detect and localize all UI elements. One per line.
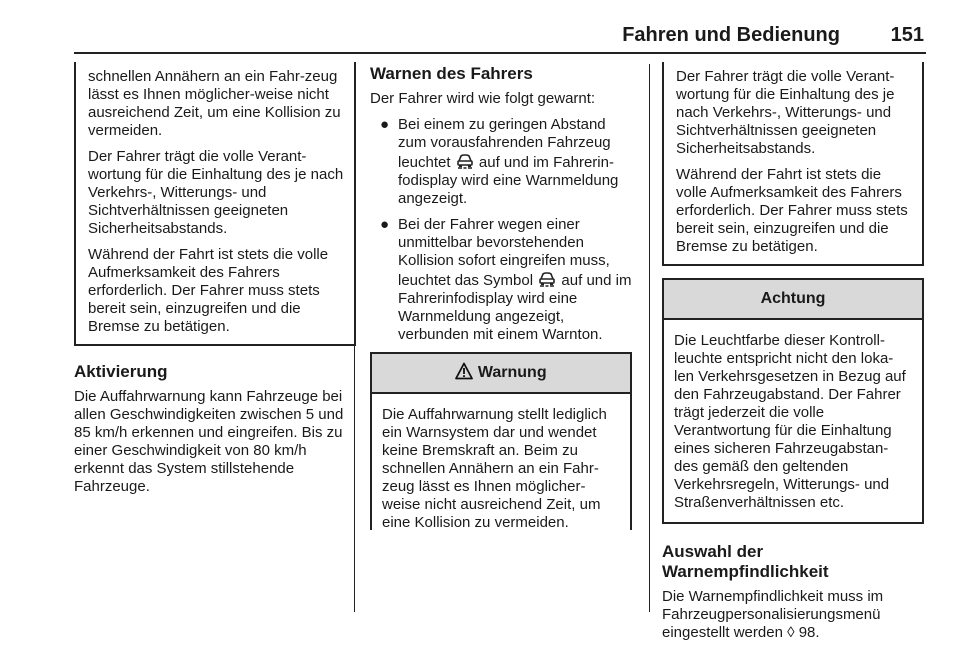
warning-triangle-icon <box>455 362 473 380</box>
page-number: 151 <box>890 24 924 46</box>
caution-box-body <box>664 320 922 522</box>
column-right <box>662 62 924 650</box>
page-header <box>74 18 926 54</box>
paragraph <box>662 588 924 642</box>
column-divider <box>649 64 650 612</box>
page-reference-link[interactable]: 98. <box>798 624 820 641</box>
warning-box-continuation <box>74 62 356 346</box>
paragraph: Die Auffahrwarnung stellt lediglich ein Warnsystem dar und wendet keine Bremskraft an. Beim zu schnellen Annähern an ein Fahr-zeug lässt es Ihnen möglicher-weise nicht ausreichend Zeit, um eine Kollision zu vermeiden. <box>382 406 607 531</box>
list-item <box>370 216 632 344</box>
paragraph: Der Fahrer trägt die volle Verant-wortung für die Einhaltung des je nach Verkehrs-, Witterungs- und Sichtverhältnissen geeigneten Sicherheitsabstands. <box>676 68 895 157</box>
warning-box <box>370 352 632 530</box>
caution-box-header: Achtung <box>664 280 922 320</box>
paragraph: Die Leuchtfarbe dieser Kontroll-leuchte entspricht nicht den loka-len Verkehrsgesetzen in Bezug auf den Fahrzeugabstand. Der Fahrer trägt jederzeit die volle Verantwortung für die Einhaltung eines sicheren Fahrzeugabstan-des gemäß den geltenden Verkehrsregeln, Witterungs- und Straßenverhältnissen etc. <box>674 332 906 511</box>
paragraph: Der Fahrer trägt die volle Verant-wortung für die Einhaltung des je nach Verkehrs-, Witterungs- und Sichtverhältnissen geeigneten Sicherheitsabstands. <box>88 148 344 237</box>
list-item-text: Bei einem zu geringen Abstand zum vorausfahrenden Fahrzeug leuchtet <box>398 116 611 171</box>
paragraph: Die Auffahrwarnung kann Fahrzeuge bei allen Geschwindigkeiten zwischen 5 und 85 km/h erkennen und eingreifen. Bis zu einer Geschwindigkeit von 80 km/h erkennt das System stillstehende Fahrzeuge. <box>74 388 344 495</box>
car-collision-icon <box>537 270 557 288</box>
list-item <box>370 116 632 208</box>
paragraph-text: Die Warnempfindlichkeit muss im Fahrzeugpersonalisierungsmenü eingestellt werden <box>662 588 884 641</box>
paragraph: Während der Fahrt ist stets die volle Aufmerksamkeit des Fahrers erforderlich. Der Fahrer muss stets bereit sein, einzugreifen und die Bremse zu betätigen. <box>676 166 908 255</box>
warning-box-header <box>372 354 630 394</box>
section-title: Fahren und Bedienung <box>622 24 840 46</box>
list-item-text: Bei der Fahrer wegen einer unmittelbar bevorstehenden Kollision sofort eingreifen muss, leuchtet das Symbol <box>398 216 610 289</box>
paragraph: Der Fahrer wird wie folgt gewarnt: <box>370 90 596 107</box>
paragraph: schnellen Annähern an ein Fahr-zeug lässt es Ihnen möglicher-weise nicht ausreichend Zeit, um eine Kollision zu vermeiden. <box>88 68 341 139</box>
list-item-text: auf und im Fahrerinfodisplay wird eine Warnmeldung angezeigt, verbunden mit einem Warnton. <box>398 272 632 343</box>
page-reference-arrow-icon: ◊ <box>787 624 795 641</box>
column-middle <box>370 62 632 530</box>
warning-box-continuation <box>662 62 924 266</box>
bullet: ● <box>380 216 390 233</box>
warning-box-body <box>372 394 630 550</box>
car-collision-icon <box>455 152 475 170</box>
heading-warnen: Warnen des Fahrers <box>370 64 533 83</box>
warning-box-title: Warnung <box>477 364 547 381</box>
list-item-text: auf und im Fahrerin-fodisplay wird eine Warnmeldung angezeigt. <box>398 154 619 207</box>
caution-box <box>662 278 924 524</box>
paragraph: Während der Fahrt ist stets die volle Aufmerksamkeit des Fahrers erforderlich. Der Fahrer muss stets bereit sein, einzugreifen und die Bremse zu betätigen. <box>88 246 329 335</box>
bullet: ● <box>380 116 390 133</box>
bullet-list <box>370 116 632 344</box>
heading-aktivierung: Aktivierung <box>74 362 168 381</box>
column-left <box>74 62 354 504</box>
heading-warnempfindlichkeit: Auswahl der Warnempfindlichkeit <box>662 542 829 581</box>
